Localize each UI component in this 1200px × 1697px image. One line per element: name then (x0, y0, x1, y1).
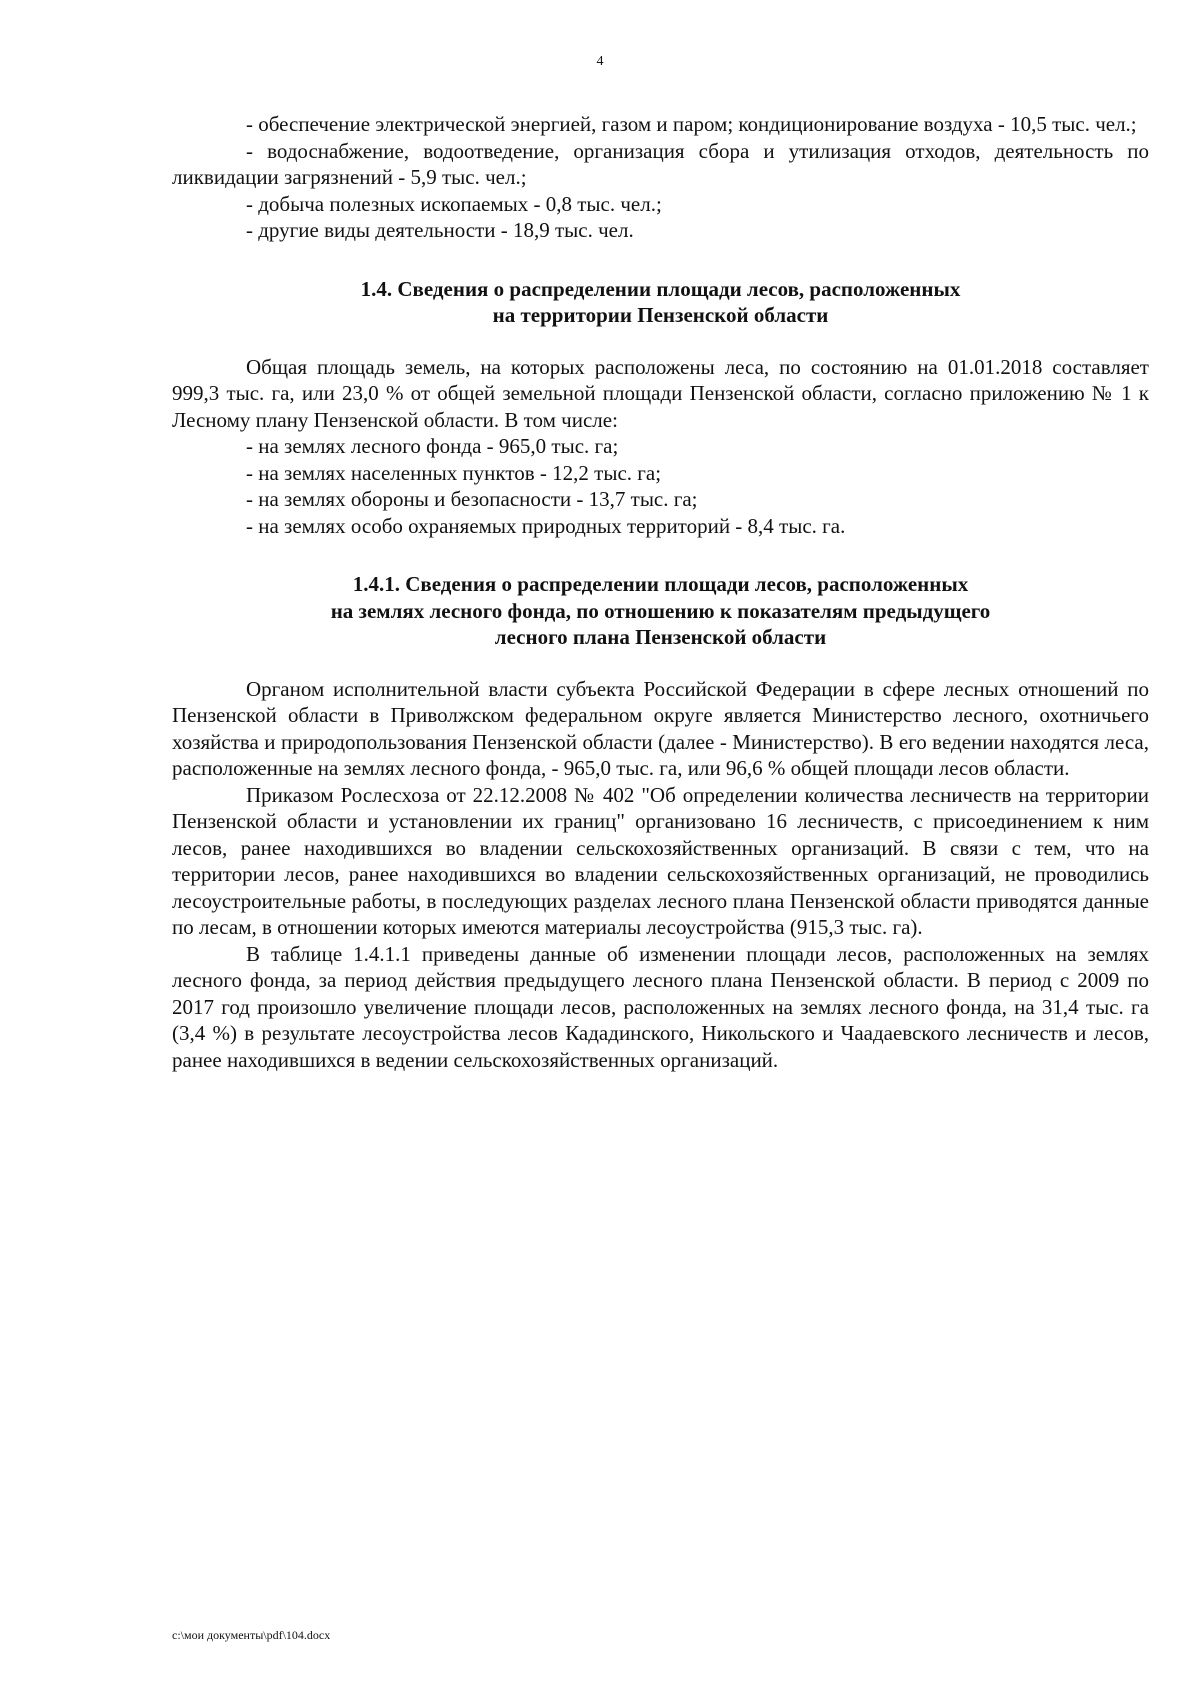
list-item: - на землях особо охраняемых природных территорий - 8,4 тыс. га. (246, 513, 846, 538)
paragraph: В таблице 1.4.1.1 приведены данные об изменении площади лесов, расположенных на землях лесного фонда, за период действия предыдущего лесного плана Пензенской области. В период с 2009 по 2017 год произошло увеличение площади лесов, расположенных на землях лесного фонда, на 31,4 тыс. га (3,4 %) в результате лесоустройства лесов Кададинского, Никольского и Чаадаевского лесничеств и лесов, ранее находившихся в ведении сельскохозяйственных организаций. (172, 941, 1149, 1072)
heading-line: на землях лесного фонда, по отношению к показателям предыдущего (330, 598, 991, 623)
paragraph: Общая площадь земель, на которых расположены леса, по состоянию на 01.01.2018 составляет 999,3 тыс. га, или 23,0 % от общей земельной площади Пензенской области, согласно приложению № 1 к Лесному плану Пензенской области. В том числе: (172, 354, 1149, 432)
list-item: - на землях населенных пунктов - 12,2 тыс. га; (246, 460, 662, 485)
list-item: - на землях обороны и безопасности - 13,7 тыс. га; (246, 487, 698, 511)
spacer (172, 329, 1149, 354)
heading-line: лесного плана Пензенской области (494, 625, 827, 649)
section-heading-1-4 (172, 276, 1149, 329)
spacer (172, 244, 1149, 276)
spacer (172, 539, 1149, 571)
heading-line: 1.4.1. Сведения о распределении площади лесов, расположенных (352, 572, 969, 596)
list-item: - другие виды деятельности - 18,9 тыс. чел. (246, 218, 634, 242)
list-item: - добыча полезных ископаемых - 0,8 тыс. чел.; (246, 191, 662, 216)
spacer (172, 651, 1149, 676)
footer-file-path: c:\мои документы\pdf\104.docx (172, 1628, 331, 1642)
paragraph: Органом исполнительной власти субъекта Российской Федерации в сфере лесных отношений по Пензенской области в Приволжском федеральном округе является Министерство лесного, охотничьего хозяйства и природопользования Пензенской области (далее - Министерство). В его ведении находятся леса, расположенные на землях лесного фонда, - 965,0 тыс. га, или 96,6 % общей площади лесов области. (172, 676, 1149, 780)
document-body (172, 111, 1149, 1073)
heading-line: 1.4. Сведения о распределении площади лесов, расположенных (360, 276, 961, 301)
list-item: - обеспечение электрической энергией, газом и паром; кондиционирование воздуха - 10,5 тыс. чел.; (246, 112, 1137, 136)
paragraph: Приказом Рослесхоза от 22.12.2008 № 402 "Об определении количества лесничеств на территории Пензенской области и установлении их границ" организовано 16 лесничеств, с присоединением к ним лесов, ранее находившихся во владении сельскохозяйственных организаций. В связи с тем, что на территории лесов, ранее находившихся во владении сельскохозяйственных организаций, не проводились лесоустроительные работы, в последующих разделах лесного плана Пензенской области приводятся данные по лесам, в отношении которых имеются материалы лесоустройства (915,3 тыс. га). (172, 782, 1149, 939)
page-number: 4 (596, 54, 604, 69)
list-item: - водоснабжение, водоотведение, организация сбора и утилизация отходов, деятельность по ликвидации загрязнений - 5,9 тыс. чел.; (172, 138, 1149, 189)
list-item: - на землях лесного фонда - 965,0 тыс. га; (246, 434, 619, 458)
section-heading-1-4-1 (172, 571, 1149, 651)
heading-line: на территории Пензенской области (492, 303, 829, 327)
